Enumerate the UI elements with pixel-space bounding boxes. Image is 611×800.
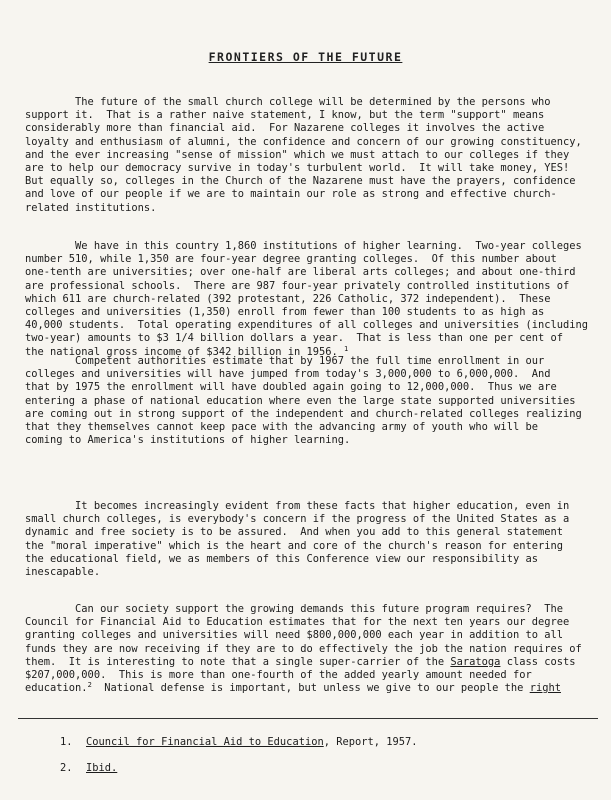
text-line: the "moral imperative" which is the heart and core of the church's reason for entering [25,539,563,552]
text-line: dynamic and free society is to be assured. And when you add to this general statement [25,526,563,539]
text-line: granting colleges and universities will need $800,000,000 each year in addition to all [25,629,563,642]
text-line: considerably more than financial aid. For Nazarene colleges it involves the active [25,122,545,135]
text-line: one-tenth are universities; over one-half are liberal arts colleges; and about one-third [25,266,576,279]
text-line: and love of our people if we are to maintain our role as strong and effective church- [25,188,557,201]
text-line: small church colleges, is everybody's concern if the progress of the United States as a [25,513,570,526]
text-line: that by 1975 the enrollment will have doubled again going to 12,000,000. Thus we are [25,381,557,394]
text-line: support it. That is a rather naive statement, I know, but the term "support" means [25,109,545,122]
underlined-word: right [529,682,561,695]
text-line: coming to America's institutions of higher learning. [25,434,351,447]
footnote-source-detail: , Report, 1957. [323,736,418,748]
text-line: It becomes increasingly evident from these facts that higher education, even in [25,500,570,512]
text-line: related institutions. [25,201,157,214]
text-line: number 510, while 1,350 are four-year degree granting colleges. Of this number about [25,253,557,266]
paragraph-1 [25,96,595,215]
text-line: The future of the small church college will be determined by the persons who [25,96,551,108]
text-line: funds they are now receiving if they are to do effectively the job the nation requires of [25,642,582,655]
paragraph-2 [25,240,595,359]
text-line: and the ever increasing "sense of mission" which we must attach to our colleges if they [25,148,570,161]
underlined-word: Saratoga [450,655,501,668]
text-line: the national gross income of $342 billion in 1956. $^1$ [25,344,349,358]
text-line: But equally so, colleges in the Church of the Nazarene must have the prayers, confidence [25,175,576,188]
text-line: loyalty and enthusiasm of alumni, the confidence and concern of our growing constituency, [25,135,582,148]
text-line: Can our society support the growing demands this future program requires? The [25,603,563,615]
footnote-2 [60,762,117,774]
footnote-marker: 1 [344,344,349,353]
text-line: 40,000 students. Total operating expenditures of all colleges and universities (including [25,319,589,332]
text-line: that they themselves cannot keep pace with the advancing army of youth who will be [25,420,538,433]
text-line: colleges and universities will have jumped from today's 3,000,000 to 6,000,000. And [25,368,551,381]
text-line: Competent authorities estimate that by 1967 the full time enrollment in our [25,355,545,367]
text-line: inescapable. [25,565,101,578]
footnote-source-title: Council for Financial Aid to Education [86,736,324,748]
text-line: colleges and universities (1,350) enroll from fewer than 100 students to as high as [25,305,545,318]
text-line: entering a phase of national education where even the large state supported universities [25,394,576,407]
footnote-source-title: Ibid. [86,762,118,774]
text-line: them. It is interesting to note that a single super-carrier of the Saratoga class costs [25,655,576,668]
footnote-number: 1. [60,736,73,748]
footnote-1 [60,736,418,748]
footnote-number: 2. [60,762,73,774]
paragraph-3 [25,355,595,447]
paragraph-5 [25,603,595,695]
text-line: Council for Financial Aid to Education estimates that for the next ten years our degree [25,616,570,629]
footnote-marker: 2 [87,681,92,690]
text-line: are coming out in strong support of the independent and church-related colleges realizing [25,407,582,420]
text-line: which 611 are church-related (392 protestant, 226 Catholic, 372 independent). These [25,292,551,305]
paragraph-4 [25,500,595,579]
text-line: $207,000,000. This is more than one-fourth of the added yearly amount needed for [25,668,532,681]
footnote-divider [18,718,598,719]
text-line: the educational field, we as members of this Conference view our responsibility as [25,552,538,565]
text-line: are to help our democracy survive in today's turbulent world. It will take money, YES! [25,161,570,174]
text-line: education.$^2$ National defense is important, but unless we give to our people the right [25,681,561,695]
text-line: We have in this country 1,860 institutions of higher learning. Two-year colleges [25,240,582,252]
page-title: FRONTIERS OF THE FUTURE [208,50,403,64]
text-line: are professional schools. There are 987 four-year privately controlled institutions of [25,279,570,292]
text-line: two-year) amounts to $3 1/4 billion dollars a year. That is less than one per cent of [25,332,563,345]
